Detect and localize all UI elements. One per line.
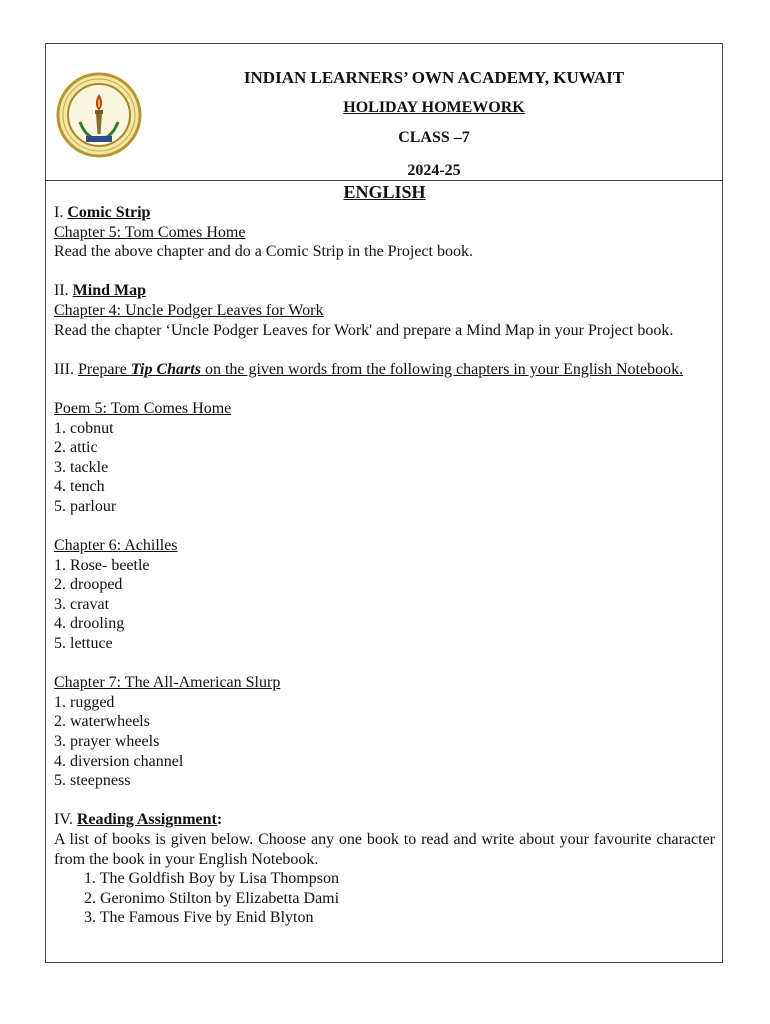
section-colon: :	[216, 811, 223, 829]
list-item: 1. cobnut	[54, 419, 114, 437]
section-number: IV.	[54, 811, 77, 829]
subject-heading: ENGLISH	[343, 182, 426, 202]
section-number: II.	[54, 282, 73, 300]
list-item: 1. Rose- beetle	[54, 556, 150, 574]
section-1-heading	[54, 203, 715, 223]
book-item: 3. The Famous Five by Enid Blyton	[84, 909, 314, 927]
school-name: INDIAN LEARNERS’ OWN ACADEMY, KUWAIT	[243, 68, 625, 87]
list-item: 3. prayer wheels	[54, 733, 160, 751]
section-3-pre: Prepare	[77, 360, 131, 378]
section-2-heading	[54, 281, 715, 301]
header	[46, 44, 722, 181]
section-3-emphasis: Tip Charts	[130, 360, 201, 378]
section-title: Mind Map	[72, 282, 146, 300]
list-item: 2. drooped	[54, 576, 123, 594]
section-4-text: A list of books is given below. Choose any one book to read and write about your favourite character from the book in your English Notebook.	[54, 831, 715, 868]
section-number: III.	[54, 360, 78, 378]
book-item: 2. Geronimo Stilton by Elizabetta Dami	[84, 889, 340, 907]
section-title: Comic Strip	[67, 204, 151, 221]
list-item: 4. diversion channel	[54, 752, 184, 770]
section-title: Reading Assignment	[76, 811, 217, 829]
content	[54, 181, 715, 928]
academic-year: 2024-25	[407, 162, 461, 179]
list-item: 1. rugged	[54, 693, 115, 711]
group-title: Chapter 7: The All-American Slurp	[54, 674, 281, 692]
section-3-post: on the given words from the following chapters in your English Notebook.	[200, 360, 684, 378]
group-title: Chapter 6: Achilles	[54, 537, 178, 555]
class-label: CLASS –7	[398, 129, 470, 146]
list-item: 3. cravat	[54, 595, 110, 613]
document-frame	[45, 43, 723, 963]
list-item: 3. tackle	[54, 458, 109, 476]
list-item: 2. attic	[54, 439, 98, 457]
list-item: 4. tench	[54, 478, 105, 496]
list-item: 2. waterwheels	[54, 713, 150, 731]
section-2-chapter: Chapter 4: Uncle Podger Leaves for Work	[54, 301, 324, 319]
list-item: 5. parlour	[54, 497, 117, 515]
list-item: 5. lettuce	[54, 635, 113, 653]
section-2-text: Read the chapter ‘Uncle Podger Leaves for Work' and prepare a Mind Map in your Project book.	[54, 321, 674, 339]
list-item: 4. drooling	[54, 615, 125, 633]
list-item: 5. steepness	[54, 772, 131, 790]
section-3-heading	[54, 360, 715, 380]
document-title: HOLIDAY HOMEWORK	[343, 99, 525, 116]
section-4-heading	[54, 810, 715, 830]
section-number: I.	[54, 204, 68, 221]
book-item: 1. The Goldfish Boy by Lisa Thompson	[84, 870, 339, 888]
section-1-text: Read the above chapter and do a Comic Strip in the Project book.	[54, 243, 473, 261]
group-title: Poem 5: Tom Comes Home	[54, 399, 232, 417]
section-1-chapter: Chapter 5: Tom Comes Home	[54, 223, 246, 241]
